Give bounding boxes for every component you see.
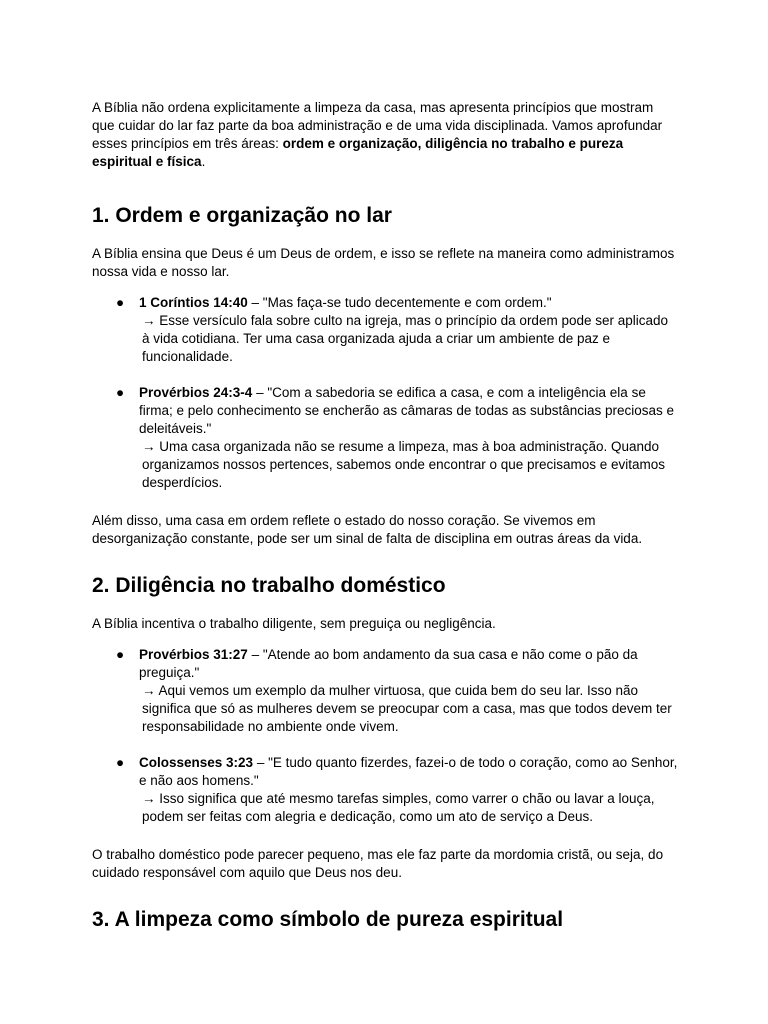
section-closing-order: Além disso, uma casa em ordem reflete o estado do nosso coração. Se vivemos em desorganização constante, pode ser um sinal de falta de disciplina em outras áreas da vida. bbox=[92, 513, 643, 546]
verse-reference: Colossenses 3:23 bbox=[139, 755, 254, 770]
verse-quote: – "Mas faça-se tudo decentemente e com ordem." bbox=[247, 295, 552, 310]
intro-bold-text: ordem e organização, diligência no trabalho e pureza espiritual e física bbox=[92, 136, 624, 169]
verse-comment: → Isso significa que até mesmo tarefas simples, como varrer o chão ou lavar a louça, podem ser feitas com alegria e dedicação, como um ato de serviço a Deus. bbox=[142, 791, 655, 824]
verse-list-diligence bbox=[92, 646, 678, 826]
section-heading-purity: 3. A limpeza como símbolo de pureza espiritual bbox=[92, 908, 564, 931]
verse-quote: – "Atende ao bom andamento da sua casa e não come o pão da preguiça." bbox=[139, 647, 638, 680]
verse-quote: – "E tudo quanto fizerdes, fazei-o de todo o coração, como ao Senhor, e não aos homens." bbox=[139, 755, 678, 788]
verse-reference: Provérbios 24:3-4 bbox=[139, 385, 253, 400]
section-heading-order: 1. Ordem e organização no lar bbox=[92, 204, 392, 227]
bullet-icon: ● bbox=[116, 295, 125, 310]
verse-comment: → Esse versículo fala sobre culto na igreja, mas o princípio da ordem pode ser aplicado à vida cotidiana. Ter uma casa organizada ajuda a criar um ambiente de paz e funcionalidade. bbox=[142, 313, 669, 364]
verse-quote: – "Com a sabedoria se edifica a casa, e com a inteligência ela se firma; e pelo conhecimento se encherão as câmaras de todas as substâncias preciosas e deleitáveis." bbox=[139, 385, 675, 436]
verse-comment: → Uma casa organizada não se resume a limpeza, mas à boa administração. Quando organizamos nossos pertences, sabemos onde encontrar o que precisamos e evitamos desperdícios. bbox=[142, 439, 666, 490]
verse-list-order bbox=[92, 294, 678, 492]
list-item bbox=[92, 294, 678, 366]
verse-reference: Provérbios 31:27 bbox=[139, 647, 248, 662]
list-item bbox=[92, 754, 678, 826]
section-lead-diligence: A Bíblia incentiva o trabalho diligente, sem preguiça ou negligência. bbox=[92, 616, 496, 631]
verse-comment: → Aqui vemos um exemplo da mulher virtuosa, que cuida bem do seu lar. Isso não significa que só as mulheres devem se preocupar com a casa, mas que todos devem ter responsabilidade no ambiente onde vivem. bbox=[142, 683, 672, 734]
list-item bbox=[92, 384, 678, 492]
bullet-icon: ● bbox=[116, 647, 125, 662]
intro-paragraph bbox=[92, 99, 678, 171]
bullet-icon: ● bbox=[116, 755, 125, 770]
section-lead-order: A Bíblia ensina que Deus é um Deus de ordem, e isso se reflete na maneira como administramos nossa vida e nosso lar. bbox=[92, 246, 675, 279]
document-page bbox=[92, 99, 678, 933]
list-item bbox=[92, 646, 678, 736]
section-closing-diligence: O trabalho doméstico pode parecer pequeno, mas ele faz parte da mordomia cristã, ou seja, do cuidado responsável com aquilo que Deus nos deu. bbox=[92, 847, 664, 880]
intro-text: A Bíblia não ordena explicitamente a limpeza da casa, mas apresenta princípios que mostram que cuidar do lar faz parte da boa administração e de uma vida disciplinada. Vamos aprofundar esses princípios em três áreas: bbox=[92, 100, 663, 151]
section-heading-diligence: 2. Diligência no trabalho doméstico bbox=[92, 574, 446, 597]
bullet-icon: ● bbox=[116, 385, 125, 400]
intro-period: . bbox=[201, 154, 206, 169]
verse-reference: 1 Coríntios 14:40 bbox=[139, 295, 248, 310]
